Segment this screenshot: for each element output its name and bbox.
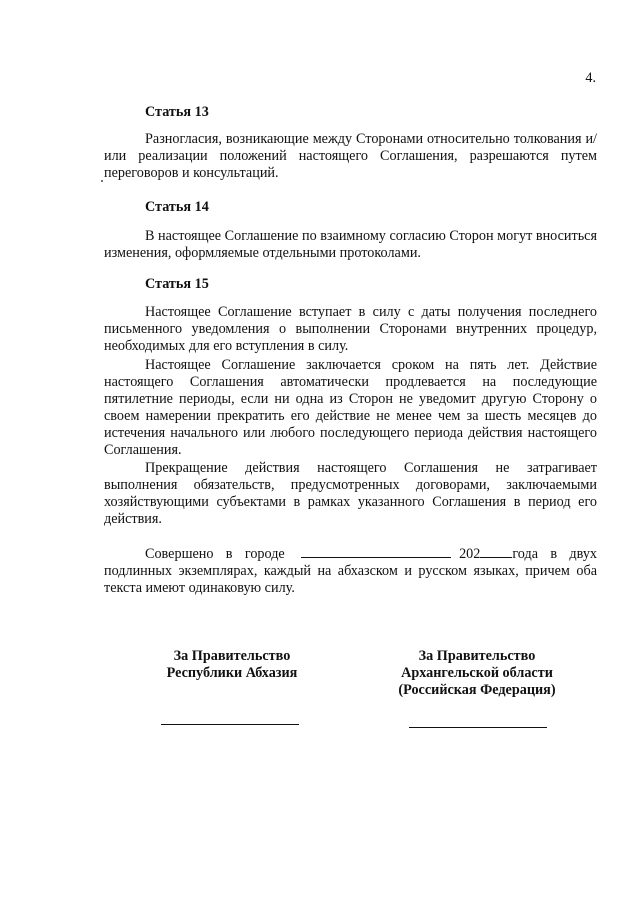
signature-line-abkhazia bbox=[161, 724, 299, 725]
page-number: 4. bbox=[585, 70, 596, 86]
signature-right-line3: (Российская Федерация) bbox=[398, 682, 556, 698]
article-14-text: В настоящее Соглашение по взаимному согласию Сторон могут вноситься изменения, оформляемые отдельными протоколами. bbox=[104, 228, 597, 261]
article-15-paragraph-3: Прекращение действия настоящего Соглашения не затрагивает выполнения обязательств, предусмотренных договорами, заключаемыми хозяйствующими субъектами в рамках указанного Соглашения в период его действия. bbox=[104, 460, 597, 527]
article-15-heading: Статья 15 bbox=[145, 276, 209, 292]
signature-right-line2: Архангельской области bbox=[401, 665, 553, 681]
closing-suffix: года в двух подлинных экземплярах, каждый на абхазском и русском языках, причем оба текста имеют одинаковую силу. bbox=[104, 546, 598, 596]
signature-block-abkhazia bbox=[132, 648, 332, 682]
signature-right-line1: За Правительство bbox=[418, 648, 536, 664]
closing-prefix: Совершено в городе bbox=[145, 546, 285, 562]
article-13-text: Разногласия, возникающие между Сторонами относительно толкования и/или реализации положений настоящего Соглашения, разрешаются путем переговоров и консультаций. bbox=[104, 131, 597, 181]
article-14-heading: Статья 14 bbox=[145, 199, 209, 215]
signature-block-arkhangelsk bbox=[377, 648, 577, 699]
article-15-paragraph-1: Настоящее Соглашение вступает в силу с даты получения последнего письменного уведомления о выполнении Сторонами внутренних процедур, необходимых для его вступления в силу. bbox=[104, 304, 597, 354]
scan-speck bbox=[101, 180, 103, 182]
year-blank-line bbox=[480, 545, 512, 558]
closing-year: 202 bbox=[459, 546, 481, 562]
article-13-heading: Статья 13 bbox=[145, 104, 209, 120]
signature-line-arkhangelsk bbox=[409, 727, 547, 728]
article-15-paragraph-2: Настоящее Соглашение заключается сроком на пять лет. Действие настоящего Соглашения автоматически продлевается на последующие пятилетние периоды, если ни одна из Сторон не уведомит другую Сторону о своем намерении прекратить его действие не менее чем за шесть месяцев до истечения начального или любого последующего периода действия настоящего Соглашения. bbox=[104, 357, 597, 458]
signature-left-line1: За Правительство bbox=[173, 648, 291, 664]
signature-left-line2: Республики Абхазия bbox=[166, 665, 298, 681]
closing-clause bbox=[104, 545, 597, 597]
city-blank-line bbox=[301, 545, 451, 558]
